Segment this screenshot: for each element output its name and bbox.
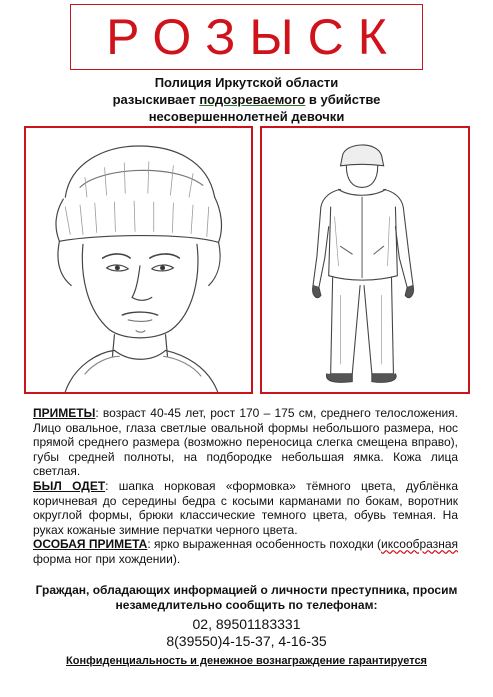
appeal-line-2: незамедлительно сообщить по телефонам: <box>115 597 378 612</box>
phone-line-2: 8(39550)4-15-37, 4-16-35 <box>166 633 327 649</box>
figure-sketch-icon <box>262 128 468 392</box>
title-box <box>70 4 423 70</box>
figure-frame <box>260 126 470 394</box>
special-word: иксообразная <box>381 537 459 552</box>
special-text: : ярко выраженная особенность походки ( <box>147 537 382 552</box>
clothes-label: БЫЛ ОДЕТ <box>33 478 106 493</box>
description <box>33 406 458 567</box>
clothes-paragraph <box>33 479 458 537</box>
page-title: РОЗЫСК <box>106 9 401 65</box>
subtitle-underlined: подозреваемого <box>199 92 306 107</box>
appeal <box>0 583 493 612</box>
subtitle-pre: разыскивает <box>112 92 200 107</box>
signs-text: : возраст 40-45 лет, рост 170 – 175 см, среднего телосложения. Лицо овальное, глаза светлые овальной формы небольшого размера, нос прямой среднего размера (возможно переносица слегка смещена вправо), губы средней полноты, на подбородке небольшая ямка. Кожа лица светлая. <box>33 406 458 479</box>
subtitle-line-1: Полиция Иркутской области <box>154 75 339 90</box>
special-end: форма ног при хождении). <box>33 551 181 566</box>
subtitle-line-3: несовершеннолетней девочки <box>148 109 345 124</box>
subtitle <box>0 74 493 125</box>
footer-text: Конфиденциальность и денежное вознаграждение гарантируется <box>66 655 427 667</box>
signs-label: ПРИМЕТЫ <box>33 406 96 420</box>
signs-paragraph <box>33 406 458 479</box>
special-label: ОСОБАЯ ПРИМЕТА <box>33 537 148 552</box>
footer <box>0 655 493 667</box>
special-paragraph <box>33 537 458 566</box>
portrait-frame <box>24 126 253 394</box>
phone-line-1: 02, 89501183331 <box>192 616 301 632</box>
appeal-line-1: Граждан, обладающих информацией о личности преступника, просим <box>35 583 458 597</box>
subtitle-post: в убийстве <box>305 92 381 107</box>
subtitle-line-2 <box>0 91 493 108</box>
clothes-text: : шапка норковая «формовка» тёмного цвета, дублёнка коричневая до середины бедра с косыми карманами по бокам, воротник округлой формы, брюки классические темного цвета, обувь темная. На руках кожаные зимние перчатки черного цвета. <box>33 478 458 537</box>
phone-numbers <box>0 616 493 650</box>
portrait-sketch-icon <box>26 128 251 392</box>
